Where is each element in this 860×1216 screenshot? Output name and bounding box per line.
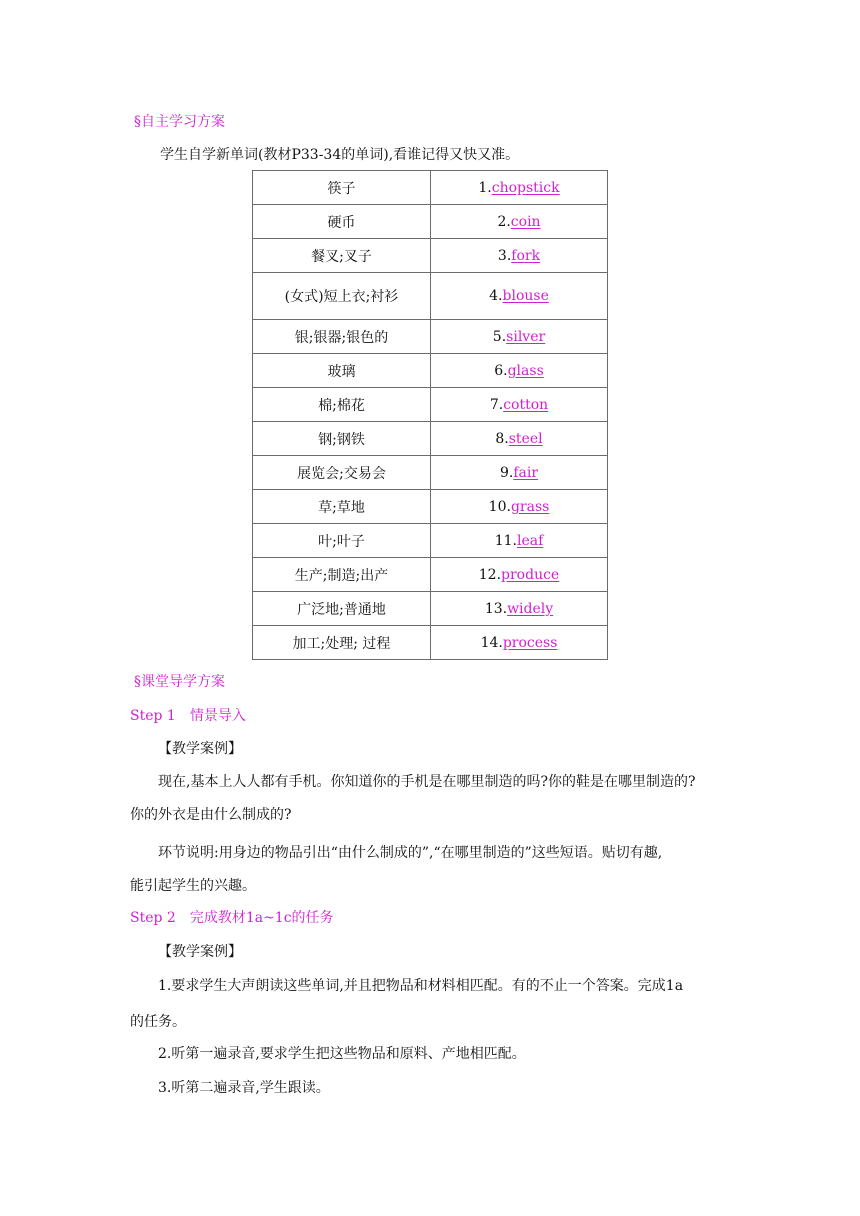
vocab-answer-cell bbox=[431, 558, 608, 592]
vocab-row bbox=[253, 524, 608, 558]
vocab-english: chopstick bbox=[491, 179, 560, 196]
vocab-chinese: 生产;制造;出产 bbox=[253, 558, 431, 592]
vocab-answer-cell bbox=[431, 205, 608, 239]
vocab-chinese: (女式)短上衣;衬衫 bbox=[253, 273, 431, 320]
vocab-number: 2. bbox=[497, 213, 511, 230]
vocab-row bbox=[253, 171, 608, 205]
step1-para2-line2: 能引起学生的兴趣。 bbox=[130, 878, 256, 894]
vocab-english: silver bbox=[506, 328, 546, 345]
vocab-english: grass bbox=[510, 498, 550, 515]
vocab-answer-cell bbox=[431, 592, 608, 626]
vocab-number: 12. bbox=[478, 566, 502, 583]
vocab-chinese: 玻璃 bbox=[253, 354, 431, 388]
vocab-chinese: 餐叉;叉子 bbox=[253, 239, 431, 273]
vocab-row bbox=[253, 422, 608, 456]
vocab-english: cotton bbox=[503, 396, 549, 413]
vocab-answer-cell bbox=[431, 626, 608, 660]
vocab-number: 14. bbox=[480, 634, 503, 651]
vocab-english: fork bbox=[511, 247, 541, 264]
vocab-number: 11. bbox=[494, 532, 517, 549]
vocab-row bbox=[253, 273, 608, 320]
step2-item1-line1: 1.要求学生大声朗读这些单词,并且把物品和材料相匹配。有的不止一个答案。完成1a bbox=[158, 978, 684, 994]
vocab-english: steel bbox=[508, 430, 543, 447]
vocab-english: glass bbox=[507, 362, 544, 379]
step1-para2-line1: 环节说明:用身边的物品引出“由什么制成的”,“在哪里制造的”这些短语。贴切有趣, bbox=[158, 845, 663, 861]
vocab-number: 8. bbox=[495, 430, 509, 447]
vocab-answer-cell bbox=[431, 524, 608, 558]
step1-para1-line2: 你的外衣是由什么制成的? bbox=[130, 807, 292, 823]
vocab-answer-cell bbox=[431, 320, 608, 354]
step1-case-label: 【教学案例】 bbox=[158, 741, 242, 757]
vocab-row bbox=[253, 592, 608, 626]
section-title-classroom: §课堂导学方案 bbox=[134, 674, 225, 690]
vocab-number: 13. bbox=[484, 600, 508, 617]
vocab-english: produce bbox=[501, 566, 560, 583]
vocab-number: 3. bbox=[497, 247, 512, 264]
vocab-english: coin bbox=[510, 213, 541, 230]
vocab-chinese: 筷子 bbox=[253, 171, 431, 205]
vocab-chinese: 硬币 bbox=[253, 205, 431, 239]
vocab-english: leaf bbox=[516, 532, 544, 549]
vocab-answer-cell bbox=[431, 422, 608, 456]
vocab-number: 6. bbox=[494, 362, 508, 379]
vocab-row bbox=[253, 354, 608, 388]
vocab-row bbox=[253, 558, 608, 592]
vocab-number: 7. bbox=[489, 396, 504, 413]
vocab-chinese: 叶;叶子 bbox=[253, 524, 431, 558]
vocab-row bbox=[253, 320, 608, 354]
vocab-number: 10. bbox=[488, 498, 511, 515]
vocab-chinese: 加工;处理; 过程 bbox=[253, 626, 431, 660]
vocab-english: fair bbox=[513, 464, 539, 481]
vocab-row bbox=[253, 205, 608, 239]
vocab-number: 4. bbox=[489, 288, 503, 304]
vocab-chinese: 棉;棉花 bbox=[253, 388, 431, 422]
vocab-english: widely bbox=[507, 600, 554, 617]
vocab-number: 9. bbox=[499, 464, 514, 481]
step1-title: Step 1 情景导入 bbox=[130, 708, 246, 724]
vocab-row bbox=[253, 626, 608, 660]
section-title-self-study: §自主学习方案 bbox=[134, 114, 225, 130]
vocab-answer-cell bbox=[431, 171, 608, 205]
vocab-chinese: 广泛地;普通地 bbox=[253, 592, 431, 626]
step2-item3: 3.听第二遍录音,学生跟读。 bbox=[158, 1080, 330, 1096]
step1-para1-line1: 现在,基本上人人都有手机。你知道你的手机是在哪里制造的吗?你的鞋是在哪里制造的? bbox=[158, 774, 696, 790]
self-study-intro: 学生自学新单词(教材P33-34的单词),看谁记得又快又准。 bbox=[160, 147, 520, 163]
step2-item2: 2.听第一遍录音,要求学生把这些物品和原料、产地相匹配。 bbox=[158, 1046, 526, 1062]
vocab-answer-cell bbox=[431, 354, 608, 388]
vocab-answer-cell bbox=[431, 490, 608, 524]
vocab-chinese: 钢;钢铁 bbox=[253, 422, 431, 456]
step2-item1-line2: 的任务。 bbox=[130, 1014, 186, 1030]
vocab-row bbox=[253, 456, 608, 490]
vocab-row bbox=[253, 490, 608, 524]
vocab-answer-cell bbox=[431, 239, 608, 273]
vocab-chinese: 银;银器;银色的 bbox=[253, 320, 431, 354]
vocab-english: process bbox=[502, 634, 558, 651]
vocab-answer-cell bbox=[431, 388, 608, 422]
vocab-chinese: 草;草地 bbox=[253, 490, 431, 524]
vocab-table bbox=[252, 170, 608, 660]
step2-case-label: 【教学案例】 bbox=[158, 944, 242, 960]
vocab-row bbox=[253, 388, 608, 422]
vocab-chinese: 展览会;交易会 bbox=[253, 456, 431, 490]
vocab-answer-cell bbox=[431, 456, 608, 490]
vocab-row bbox=[253, 239, 608, 273]
vocab-number: 1. bbox=[478, 179, 492, 196]
vocab-english: blouse bbox=[502, 288, 549, 304]
vocab-answer-cell bbox=[431, 273, 608, 320]
step2-title: Step 2 完成教材1a~1c的任务 bbox=[130, 910, 334, 926]
vocab-number: 5. bbox=[492, 328, 507, 345]
